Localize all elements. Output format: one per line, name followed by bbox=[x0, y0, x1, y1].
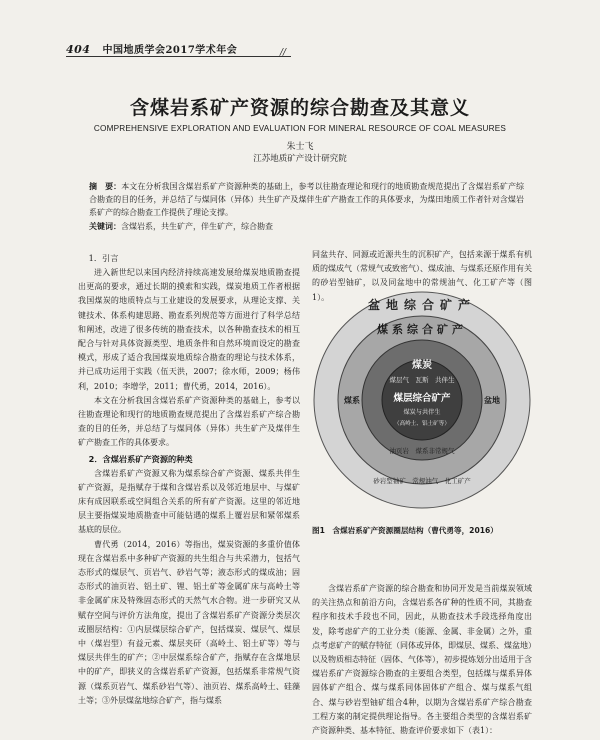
figure-caption bbox=[312, 525, 532, 536]
abstract bbox=[89, 180, 524, 219]
abstract-text: 本文在分析我国含煤岩系矿产资源种类的基础上，参考以往勘查理论和现行的地质勘查规范提出了含煤岩系矿产综合勘查的目的任务，并总结了与煤同体（异体）共生矿产及煤伴生矿产勘查工作的具体要求，为煤田地质工作者针对含煤岩系矿产的综合勘查工作提供了理论支撑。 bbox=[89, 182, 525, 217]
paragraph: 含煤岩系矿产资源的综合勘查和协同开发是当前煤炭领域的关注热点和前沿方向，含煤岩系各矿种的性质不同，其勘查程序和技术手段也不同，因此，从勘查技术手段选择角度出发，除考虑矿产的工业分类（能源、金属、非金属）之外，重点考虑矿产的赋存特征（同体或异体，即煤层、煤系、煤盆地）以及物质相态特征（固体、气体等），初步提炼划分出适用于含煤岩系矿产资源综合勘查的主要组合类型，包括煤与煤系异体固体矿产组合、煤与煤系同体固体矿产组合、煤与煤系气组合、煤与砂岩型铀矿组合4种，以期为含煤岩系矿产综合勘查工程方案的制定提供理论指导。各主要组合类型的含煤岩系矿产资源种类、基本特征、勘查评价要求如下（表1）： bbox=[312, 584, 532, 736]
abstract-label: 摘 要： bbox=[89, 182, 122, 191]
running-header bbox=[66, 41, 237, 56]
inner-items: 煤层气 瓦斯 共伴生 bbox=[389, 376, 455, 384]
ring-diagram bbox=[312, 285, 532, 515]
right-ring-label: 盆地 bbox=[484, 395, 500, 405]
core-title: 煤层综合矿产 bbox=[393, 393, 451, 404]
paragraph: 同盆共存、同源或近源共生的沉积矿产，包括来源于煤系有机质的煤成气（常规气或致密气）、煤成油、与煤系还原作用有关的砂岩型铀矿，以及同盆地中的常规油气、化工矿产等（图1）。 bbox=[312, 250, 532, 302]
right-column-bottom bbox=[312, 582, 532, 738]
header-rule bbox=[66, 56, 291, 57]
paragraph: 进入新世纪以来国内经济持续高速发展给煤炭地质勘查提出更高的要求，通过长期的摸索和实践，煤炭地质工作者根据我国煤炭的地质特点与工业建设的发展要求，从理论支撑、关键技术、体系构建思路、勘查系列规范等方面进行了科学总结和阐述，改进了很多传统的勘查技术，以各种勘查技术的相互配合与针对具体资源类型、地质条件和自然环境而设定的勘查模式，形成了适合我国煤炭地质综合勘查的理论与技术体系，并已成功运用于实践（伍天洪，2007；徐水师，2009；杨伟利，2010；李增学，2011；曹代勇，2014，2016）。 bbox=[78, 268, 300, 391]
left-column bbox=[78, 250, 300, 708]
inner-title: 煤炭 bbox=[412, 360, 432, 371]
paragraph: 本文在分析我国含煤岩系矿产资源种类的基础上，参考以往勘查理论和现行的地质勘查规范提出了含煤岩系矿产综合勘查的目的任务，并总结了与煤同体（异体）共生矿产及煤伴生矿产勘查工作的具体要求。 bbox=[78, 395, 300, 448]
outer-bottom-label: 砂岩型铀矿 常规油气 化工矿产 bbox=[373, 477, 471, 485]
keywords bbox=[89, 220, 524, 233]
running-title: 中国地质学会2017学术年会 bbox=[102, 45, 238, 56]
caption-text: 含煤岩系矿产资源圈层结构（曹代勇等，2016） bbox=[332, 526, 498, 535]
article-title: 含煤岩系矿产资源的综合勘查及其意义 bbox=[129, 97, 470, 119]
keywords-label: 关键词： bbox=[89, 222, 121, 231]
affiliation: 江苏地质矿产设计研究院 bbox=[253, 154, 347, 164]
english-title: COMPREHENSIVE EXPLORATION AND EVALUATION FOR MINERAL RESOURCE OF COAL MEASURES bbox=[93, 124, 507, 133]
core-sub: 煤炭与共伴生 bbox=[403, 409, 441, 416]
left-ring-label: 煤系 bbox=[344, 395, 360, 405]
paragraph: 曹代勇（2014，2016）等指出，煤炭资源的多重价值体现在含煤岩系中多种矿产资源的共生组合与共采潜力，包括气态形式的煤层气、页岩气、砂岩气等；液态形式的煤成油；固态形式的油页岩、铝土矿、锂、铝土矿等金属矿床与高岭土等非金属矿床及特殊固态形式的天然气水合物。进一步研究又从赋存空间与评价方法角度，提出了含煤岩系矿产资源分类层次或圈层结构：①内层煤层综合矿产，包括煤炭、煤层气、煤层中（煤岩型）有益元素、煤层夹矸（高岭土、铝土矿等）等与煤层共伴生的矿产；②中层煤系综合矿产，指赋存在含煤地层中的矿产，即狭义的含煤岩系矿产资源，包括煤系非常规气资源（煤系页岩气、煤系砂岩气等）、油页岩、煤系高岭土、硅藻土等；③外层煤盆地综合矿产，指与煤系 bbox=[78, 539, 300, 705]
caption-label: 图1 bbox=[312, 526, 325, 535]
header-mark: // bbox=[280, 48, 287, 58]
figure-1 bbox=[312, 285, 532, 515]
section-1-heading: 1．引言 bbox=[88, 253, 119, 263]
section-2-heading: 2．含煤岩系矿产资源的种类 bbox=[88, 453, 193, 464]
core-sub2: （高岭土、铝土矿等） bbox=[394, 421, 450, 427]
keywords-text: 含煤岩系，共生矿产，伴生矿产，综合勘查 bbox=[121, 222, 273, 231]
author: 朱士飞 bbox=[286, 142, 314, 152]
paragraph: 含煤岩系矿产资源又称为煤系综合矿产资源、煤系共伴生矿产资源，是指赋存于煤和含煤岩系以及邻近地层中、与煤矿床有成因联系或空间组合关系的所有矿产资源。这里的邻近地层主要指煤炭地质勘查中可能钻遇的煤系上覆岩层和紧邻煤系基底的层位。 bbox=[78, 468, 300, 535]
middle-bottom-label: 油页岩 煤系非常规气 bbox=[389, 447, 455, 455]
page-number: 404 bbox=[66, 43, 91, 56]
outer-ring-label: 盆地综合矿产 bbox=[367, 298, 477, 312]
middle-ring-label: 煤系综合矿产 bbox=[377, 323, 467, 336]
